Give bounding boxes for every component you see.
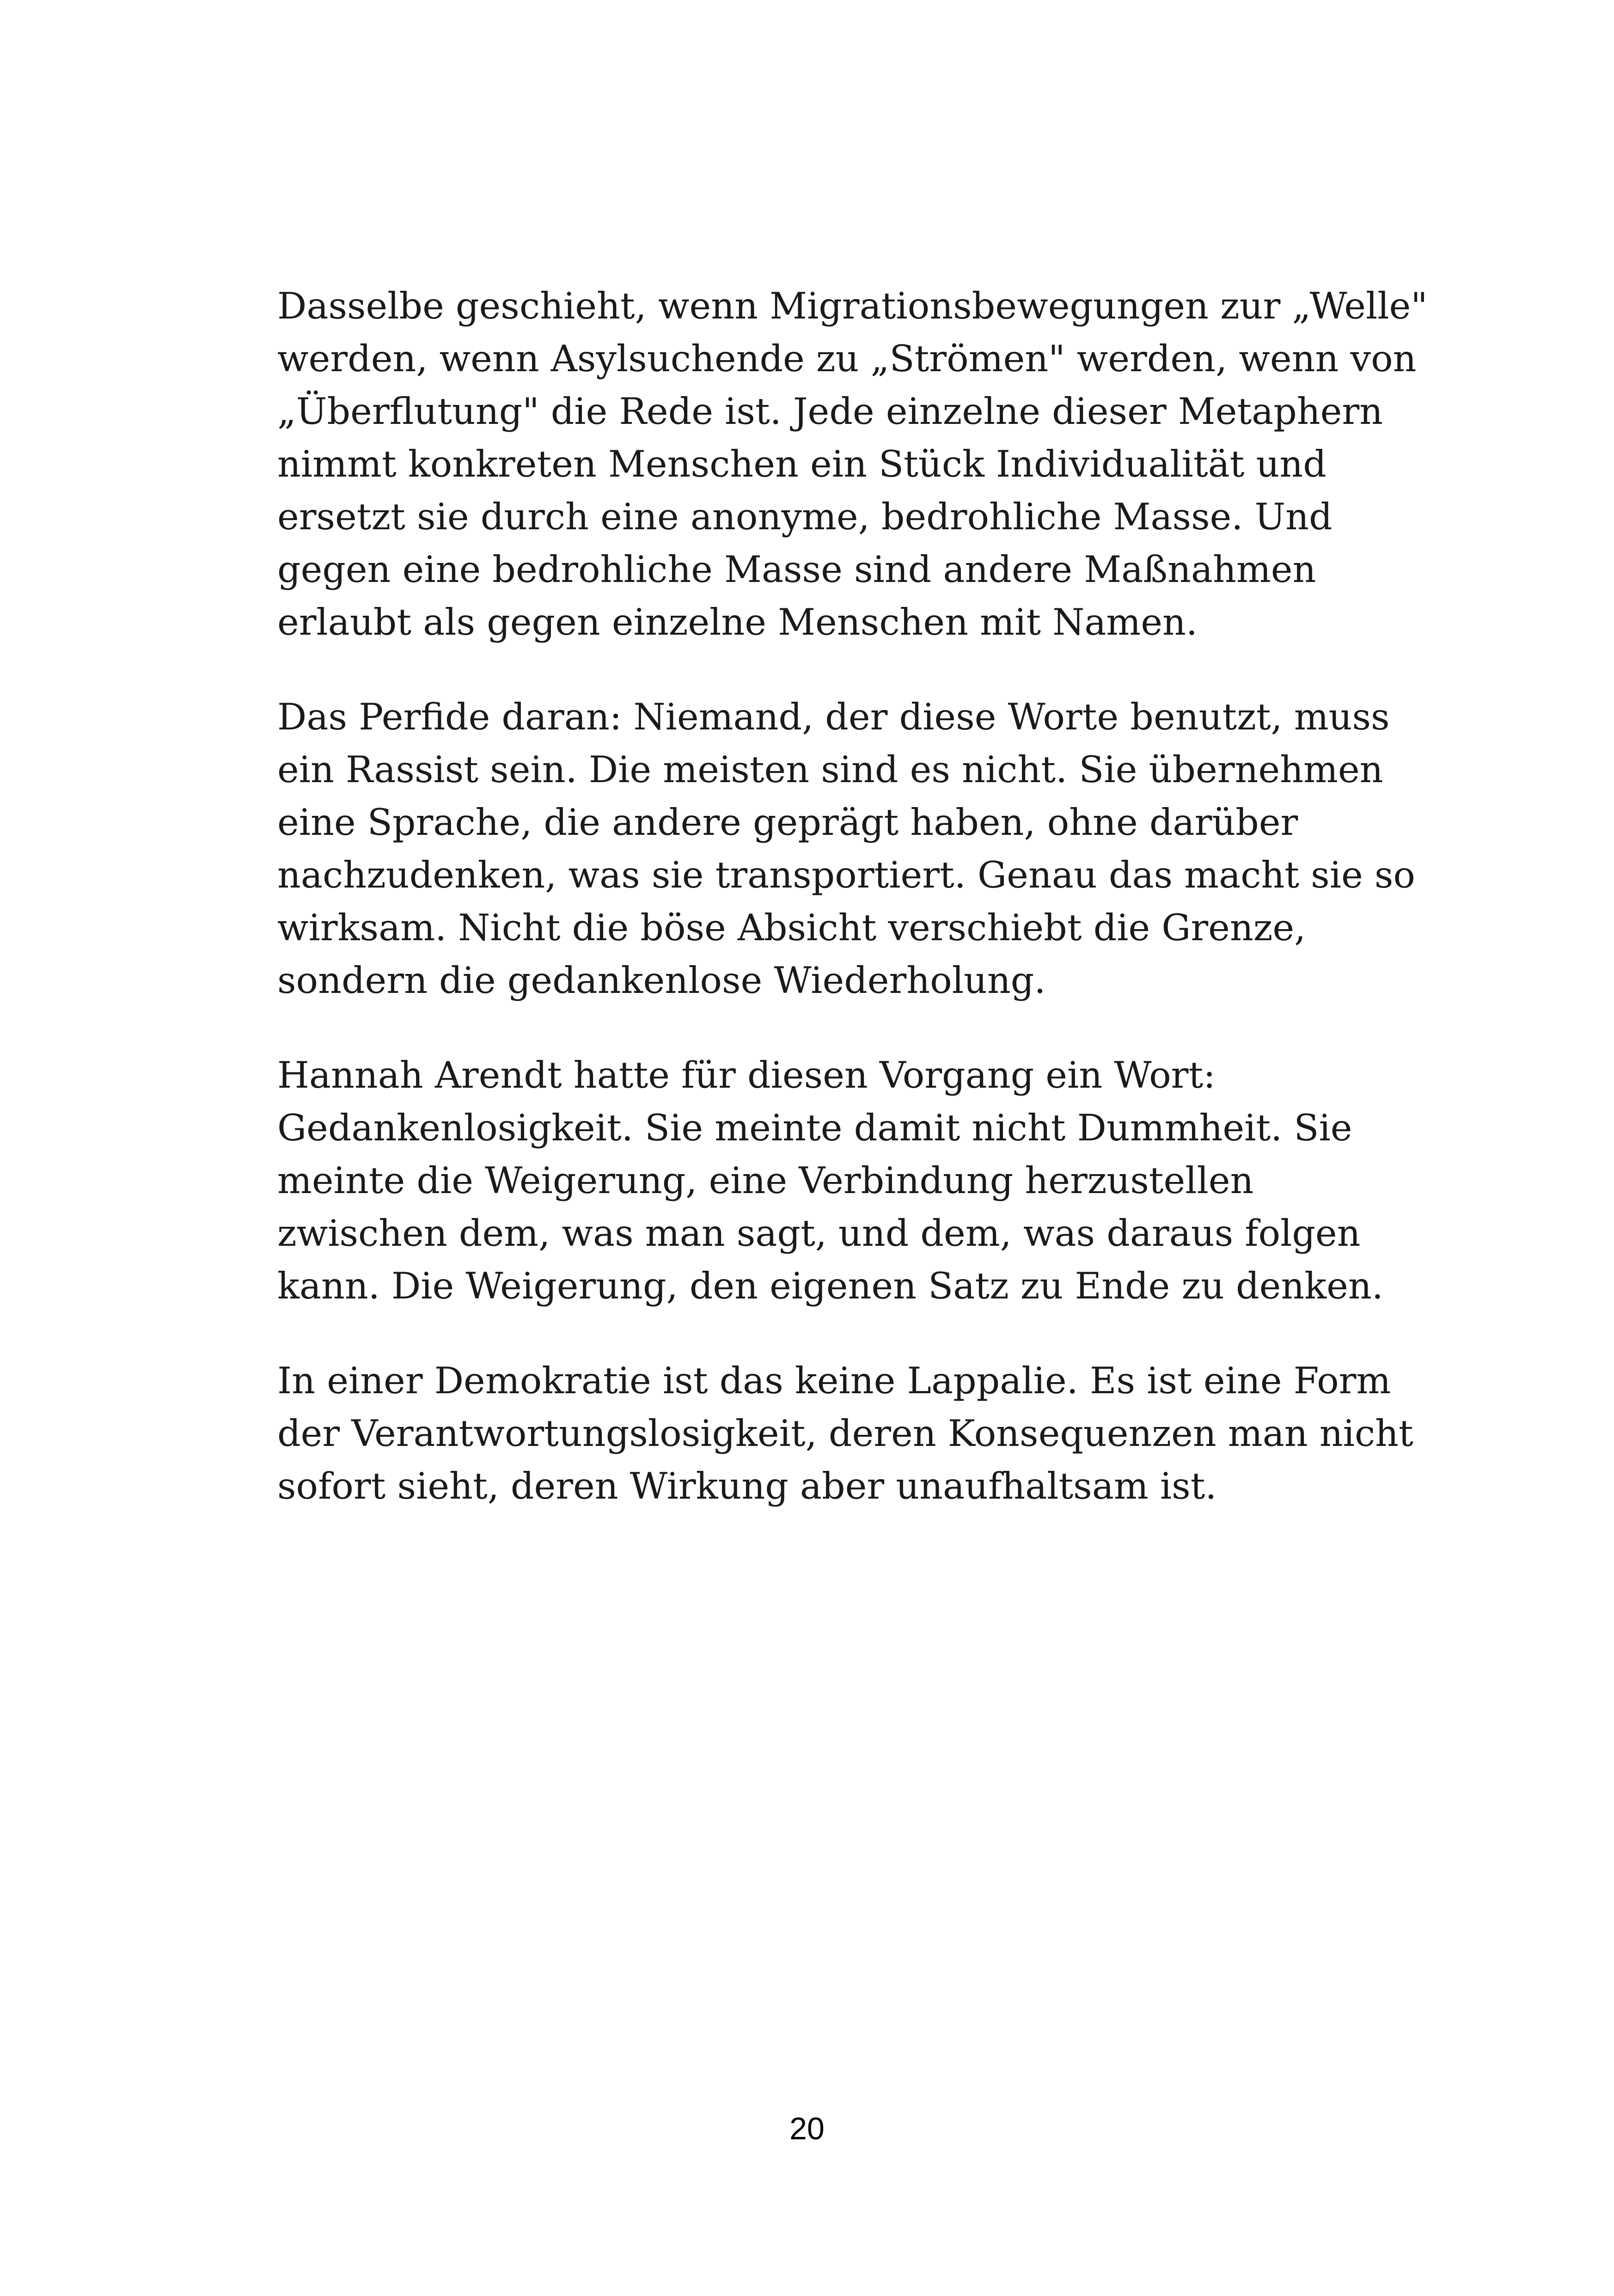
text-line: zwischen dem, was man sagt, und dem, was daraus folgen [277, 1212, 1361, 1255]
paragraph-spacer [277, 1312, 1350, 1354]
text-line: ersetzt sie durch eine anonyme, bedrohliche Masse. Und [277, 496, 1333, 538]
text-line: sofort sieht, deren Wirkung aber unaufhaltsam ist. [277, 1465, 1217, 1507]
text-line: Dasselbe geschieht, wenn Migrationsbewegungen zur „Welle" [277, 285, 1428, 327]
text-line: sondern die gedankenlose Wiederholung. [277, 959, 1046, 1002]
text-line: Hannah Arendt hatte für diesen Vorgang ein Wort: [277, 1054, 1216, 1096]
text-line: der Verantwortungslosigkeit, deren Konsequenzen man nicht [277, 1412, 1413, 1455]
paragraph-3 [277, 1049, 1383, 1312]
text-line: ein Rassist sein. Die meisten sind es nicht. Sie übernehmen [277, 748, 1383, 791]
paragraph-spacer [277, 649, 1350, 691]
text-line: meinte die Weigerung, eine Verbindung herzustellen [277, 1159, 1254, 1202]
text-line: wirksam. Nicht die böse Absicht verschiebt die Grenze, [277, 906, 1306, 949]
paragraph-4 [277, 1354, 1413, 1512]
text-line: Das Perfide daran: Niemand, der diese Worte benutzt, muss [277, 696, 1390, 738]
page-number: 20 [789, 2111, 825, 2146]
text-line: „Überflutung" die Rede ist. Jede einzelne dieser Metaphern [277, 390, 1383, 433]
text-line: kann. Die Weigerung, den eigenen Satz zu Ende zu denken. [277, 1265, 1383, 1307]
text-line: erlaubt als gegen einzelne Menschen mit Namen. [277, 601, 1198, 643]
paragraph-1 [277, 280, 1428, 649]
text-line: Gedankenlosigkeit. Sie meinte damit nicht Dummheit. Sie [277, 1107, 1352, 1149]
paragraph-spacer [277, 1007, 1350, 1049]
text-line: gegen eine bedrohliche Masse sind andere Maßnahmen [277, 548, 1316, 591]
text-line: nimmt konkreten Menschen ein Stück Individualität und [277, 443, 1327, 485]
text-line: In einer Demokratie ist das keine Lappalie. Es ist eine Form [277, 1359, 1391, 1402]
text-line: eine Sprache, die andere geprägt haben, ohne darüber [277, 801, 1298, 844]
body-text [277, 280, 1428, 1512]
paragraph-2 [277, 691, 1415, 1007]
text-line: werden, wenn Asylsuchende zu „Strömen" werden, wenn von [277, 337, 1417, 380]
text-line: nachzudenken, was sie transportiert. Genau das macht sie so [277, 854, 1415, 896]
